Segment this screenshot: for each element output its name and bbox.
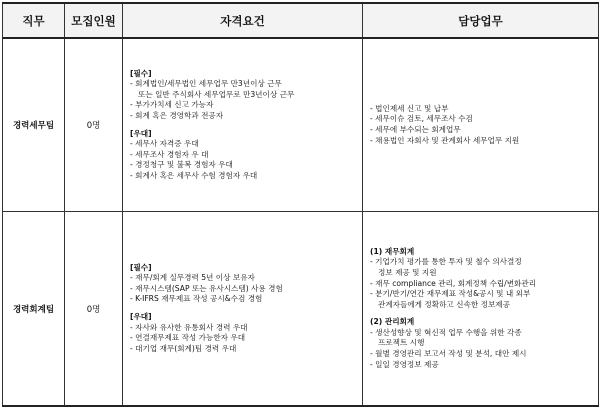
table-row [3, 212, 599, 407]
table-row [3, 38, 599, 212]
table-header [3, 3, 599, 38]
duties-cell [363, 38, 599, 212]
list-item: - 세무조사 경험자 우 대 [130, 149, 209, 159]
duties-section-title: (2) 관리회계 [370, 317, 415, 327]
list-item: 관계자들에게 정확하고 신속한 정보제공 [378, 299, 510, 309]
qualifications-cell [123, 38, 363, 212]
header-qualifications: 자격요건 [123, 3, 363, 38]
list-item: - 회계법인/세무법인 세무업무 만3년이상 근무 [130, 79, 282, 89]
list-item: - 재무시스템(SAP 또는 유사시스템) 사용 경험 [130, 283, 283, 293]
list-item: - 경정청구 및 불복 경험자 우대 [130, 160, 233, 170]
list-item: - 회계 혹은 경영학과 전공자 [130, 110, 224, 120]
list-item: - 세무사 자격증 우대 [130, 139, 199, 149]
list-item: - 분기/반기/연간 재무제표 작성&공시 및 내 외부 [370, 289, 531, 299]
list-item: 정보 제공 및 지원 [378, 267, 437, 277]
recruitment-table [2, 2, 599, 407]
job-title: 경력세무팀 [3, 38, 65, 212]
job-title: 경력회계팀 [3, 212, 65, 407]
list-item: - 재무 compliance 관리, 회계정책 수립/변화관리 [370, 278, 537, 288]
list-item: - 연결재무제표 작성 가능한자 우대 [130, 333, 246, 343]
preferred-title: [우대] [130, 312, 152, 321]
header-duties: 담당업무 [363, 3, 599, 38]
headcount: 0명 [65, 38, 123, 212]
list-item: - 세무이슈 검토, 세무조사 수검 [370, 114, 473, 124]
list-item: - 생산성향상 및 혁신적 업무 수행을 위한 각종 [370, 327, 522, 337]
required-title: [필수] [130, 262, 152, 272]
list-item: - 채용법인 자회사 및 관계회사 세무업무 지원 [370, 135, 520, 145]
headcount: 0명 [65, 212, 123, 407]
required-title: [필수] [130, 68, 152, 78]
list-item: - 대기업 재무(회계)팀 경력 우대 [130, 343, 237, 353]
recruitment-table-wrapper [2, 2, 598, 404]
list-item: 또는 일반 주식회사 세무업무로 만3년이상 근무 [138, 89, 295, 99]
list-item: - 세무에 부수되는 회계업무 [370, 125, 461, 134]
header-job: 직무 [3, 3, 65, 38]
preferred-title: [우대] [130, 128, 152, 138]
list-item: - 부가가치세 신고 가능자 [130, 100, 214, 110]
list-item: - 월별 경영관리 보고서 작성 및 분석, 대안 제시 [370, 349, 527, 359]
duties-section-title: (1) 재무회계 [370, 246, 415, 256]
list-item: - 일일 경영정보 제공 [370, 359, 439, 369]
duties-cell [363, 212, 599, 407]
list-item: - K-IFRS 재무제표 작성 공시&수검 경험 [130, 294, 263, 304]
header-count: 모집인원 [65, 3, 123, 38]
list-item: - 회계사 혹은 세무사 수험 경험자 우대 [130, 170, 258, 180]
list-item: - 기업가치 평가를 통한 투자 및 철수 의사결정 [370, 257, 522, 267]
list-item: - 자사와 유사한 유통회사 경력 우대 [130, 322, 248, 332]
list-item: - 재무/회계 실무경력 5년 이상 보유자 [130, 273, 255, 283]
list-item: - 법인제세 신고 및 납부 [370, 103, 449, 113]
qualifications-cell [123, 212, 363, 407]
list-item: 프로젝트 시행 [378, 338, 425, 348]
